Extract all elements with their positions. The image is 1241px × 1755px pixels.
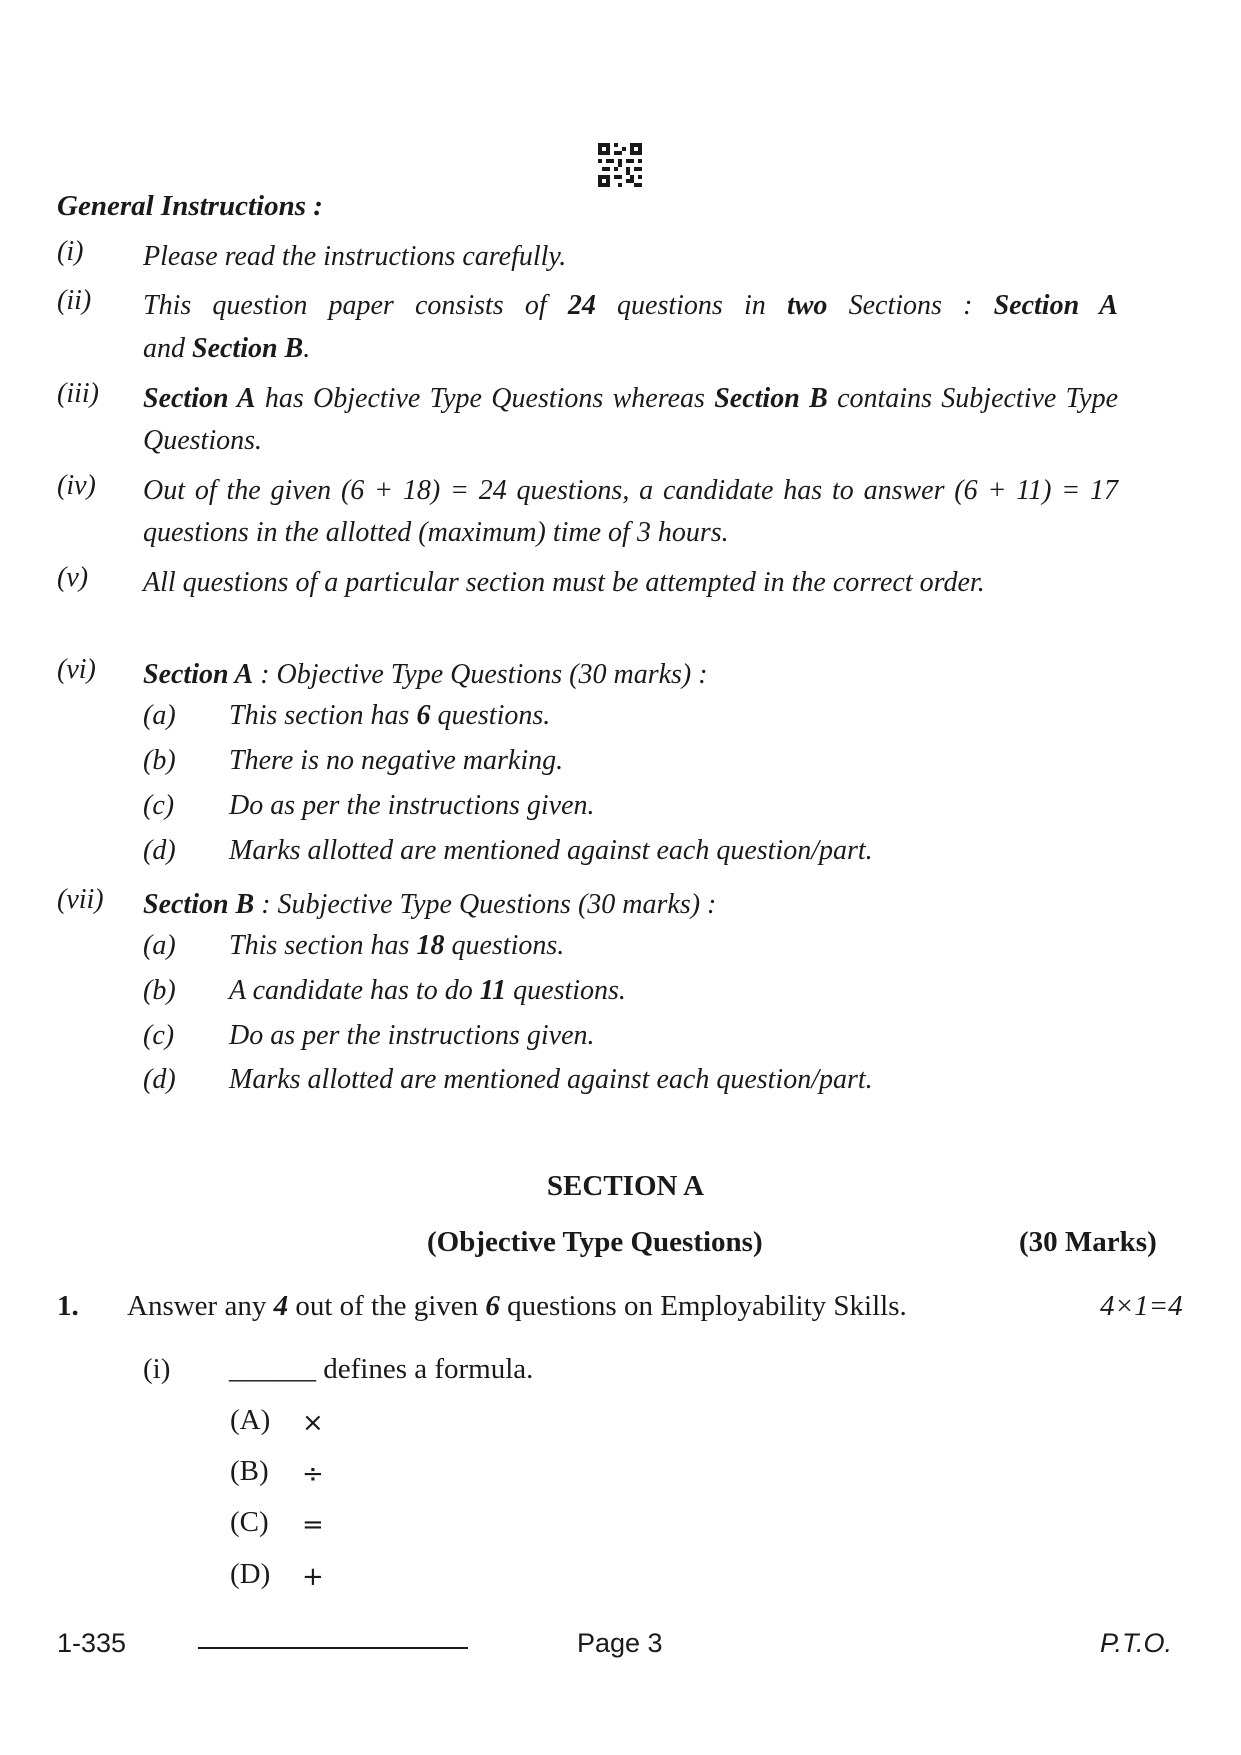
option-label: (B) [230, 1455, 269, 1487]
section-title: SECTION A [546, 1170, 705, 1202]
sub-item-label: (d) [143, 835, 176, 866]
sub-item-text: Marks allotted are mentioned against each question/part. [229, 1064, 873, 1095]
instruction-number: (v) [57, 562, 89, 593]
sub-item-text: Marks allotted are mentioned against each question/part. [229, 835, 873, 866]
sub-item-label: (b) [143, 975, 176, 1006]
instruction-text: This question paper consists of 24 questions in two Sections : Section A [143, 290, 1118, 321]
section-marks: (30 Marks) [1019, 1226, 1157, 1258]
sub-item-text: Do as per the instructions given. [229, 790, 595, 821]
sub-item-label: (c) [143, 790, 175, 821]
instruction-number: (iii) [57, 378, 99, 409]
option-label: (A) [230, 1404, 271, 1436]
instruction-text: Please read the instructions carefully. [143, 241, 567, 272]
sub-item-text: This section has 18 questions. [229, 930, 565, 961]
qr-code-icon [598, 143, 642, 187]
sub-question-text: ______ defines a formula. [229, 1353, 534, 1385]
instructions-title: General Instructions : [57, 190, 323, 222]
instruction-number: (ii) [57, 285, 92, 316]
option-value: ÷ [302, 1459, 324, 1489]
sub-item-text: A candidate has to do 11 questions. [229, 975, 626, 1006]
instruction-text: Out of the given (6 + 18) = 24 questions, a candidate has to answer (6 + 11) = 17 questions in the allotted (maximum) time of 3 hours. [143, 475, 1118, 548]
sub-item-text: Do as per the instructions given. [229, 1020, 595, 1051]
sub-item-text: There is no negative marking. [229, 745, 564, 776]
sub-item-text: This section has 6 questions. [229, 700, 551, 731]
section-subtitle: (Objective Type Questions) [427, 1226, 763, 1258]
instruction-number: (iv) [57, 470, 96, 501]
paper-code: 1-335 [57, 1628, 127, 1658]
instruction-text: Section A : Objective Type Questions (30 marks) : [143, 659, 708, 690]
instruction-text: Section B : Subjective Type Questions (30 marks) : [143, 889, 717, 920]
footer-divider [198, 1647, 468, 1649]
instruction-text: Section A has Objective Type Questions whereas Section B contains Subjective Type Questions. [143, 383, 1119, 456]
question-marks: 4×1=4 [1100, 1290, 1183, 1322]
option-value: = [302, 1510, 324, 1540]
instruction-text: All questions of a particular section must be attempted in the correct order. [143, 567, 985, 598]
sub-question-label: (i) [143, 1353, 171, 1385]
option-label: (D) [230, 1558, 271, 1590]
page-number: Page 3 [577, 1628, 663, 1658]
option-value: + [302, 1562, 324, 1592]
sub-item-label: (a) [143, 930, 176, 961]
instruction-number: (vi) [57, 654, 96, 685]
option-label: (C) [230, 1506, 269, 1538]
question-text: Answer any 4 out of the given 6 questions on Employability Skills. [127, 1290, 907, 1322]
pto-label: P.T.O. [1100, 1628, 1173, 1658]
instruction-text-cont: and Section B. [143, 333, 311, 364]
sub-item-label: (c) [143, 1020, 175, 1051]
instruction-number: (i) [57, 236, 84, 267]
sub-item-label: (d) [143, 1064, 176, 1095]
instruction-number: (vii) [57, 884, 104, 915]
option-value: × [302, 1408, 324, 1438]
sub-item-label: (b) [143, 745, 176, 776]
question-number: 1. [57, 1290, 79, 1322]
sub-item-label: (a) [143, 700, 176, 731]
